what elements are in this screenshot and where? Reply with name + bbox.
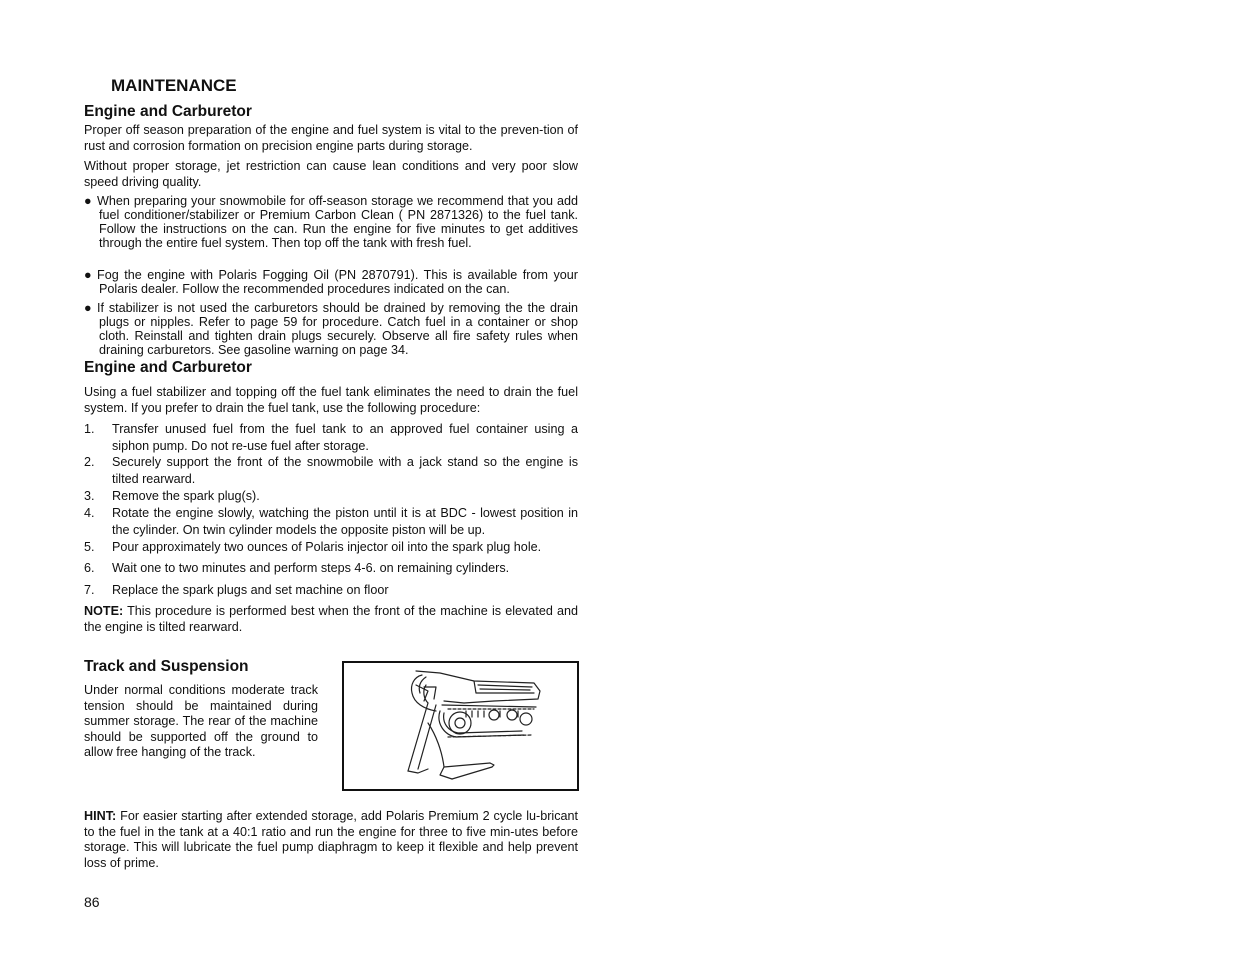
hint-paragraph [84, 809, 578, 871]
snowmobile-rear-stand-drawing [344, 663, 577, 789]
bullet-item: ● When preparing your snowmobile for off-season storage we recommend that you add fuel conditioner/stabilizer or Premium Carbon Clean ( PN 2871326) to the fuel tank. Follow the instructions on the can. Run the engine for five minutes to get additives through the entire fuel system. Then top off the tank with fresh fuel. [84, 194, 578, 250]
track-suspension-paragraph: Under normal conditions moderate track tension should be maintained during summer storage. The rear of the machine should be supported off the ground to allow free hanging of the track. [84, 683, 318, 759]
drain-intro-paragraph: Using a fuel stabilizer and topping off the fuel tank eliminates the need to drain the fuel system. If you prefer to drain the fuel tank, use the following procedure: [84, 385, 578, 415]
procedure-step: 3. Remove the spark plug(s). [84, 489, 260, 503]
note-label: NOTE: [84, 604, 124, 618]
note-text: This procedure is performed best when the front of the machine is elevated and the engine is tilted rearward. [84, 604, 578, 634]
procedure-step: 7. Replace the spark plugs and set machine on floor [84, 583, 389, 597]
track-suspension-heading: Track and Suspension [84, 658, 249, 675]
procedure-step: 2. Securely support the front of the snowmobile with a jack stand so the engine is tilted rearward. [84, 455, 578, 486]
procedure-step: 1. Transfer unused fuel from the fuel tank to an approved fuel container using a siphon pump. Do not re-use fuel after storage. [84, 422, 578, 453]
procedure-step: 4. Rotate the engine slowly, watching the piston until it is at BDC - lowest position in the cylinder. On twin cylinder models the opposite piston will be up. [84, 506, 578, 537]
procedure-step: 6. Wait one to two minutes and perform steps 4-6. on remaining cylinders. [84, 561, 510, 575]
engine-carburetor-heading-2: Engine and Carburetor [84, 359, 252, 376]
bullet-item: ● Fog the engine with Polaris Fogging Oil (PN 2870791). This is available from your Polaris dealer. Follow the recommended procedures indicated on the can. [84, 268, 578, 296]
note-paragraph [84, 604, 578, 635]
hint-label: HINT: [84, 809, 117, 823]
engine-carburetor-heading-1: Engine and Carburetor [84, 103, 252, 120]
storage-intro-paragraph: Proper off season preparation of the engine and fuel system is vital to the preven-tion of rust and corrosion formation on precision engine parts during storage. [84, 123, 578, 153]
snowmobile-stand-illustration [342, 661, 579, 791]
manual-page [84, 74, 578, 934]
procedure-step: 5. Pour approximately two ounces of Polaris injector oil into the spark plug hole. [84, 540, 542, 554]
jet-restriction-paragraph: Without proper storage, jet restriction can cause lean conditions and very poor slow speed driving quality. [84, 159, 578, 189]
section-title: MAINTENANCE [111, 76, 237, 95]
hint-text: For easier starting after extended storage, add Polaris Premium 2 cycle lu-bricant to the fuel in the tank at a 40:1 ratio and run the engine for three to five min-utes before storage. This will lubricate the fuel pump diaphragm to keep it flexible and help prevent loss of prime. [84, 809, 578, 870]
page-number: 86 [84, 894, 100, 910]
bullet-item: ● If stabilizer is not used the carburetors should be drained by removing the the drain plugs or nipples. Refer to page 59 for procedure. Catch fuel in a container or shop cloth. Reinstall and tighten drain plugs securely. Observe all fire safety rules when draining carburetors. See gasoline warning on page 34. [84, 301, 578, 357]
